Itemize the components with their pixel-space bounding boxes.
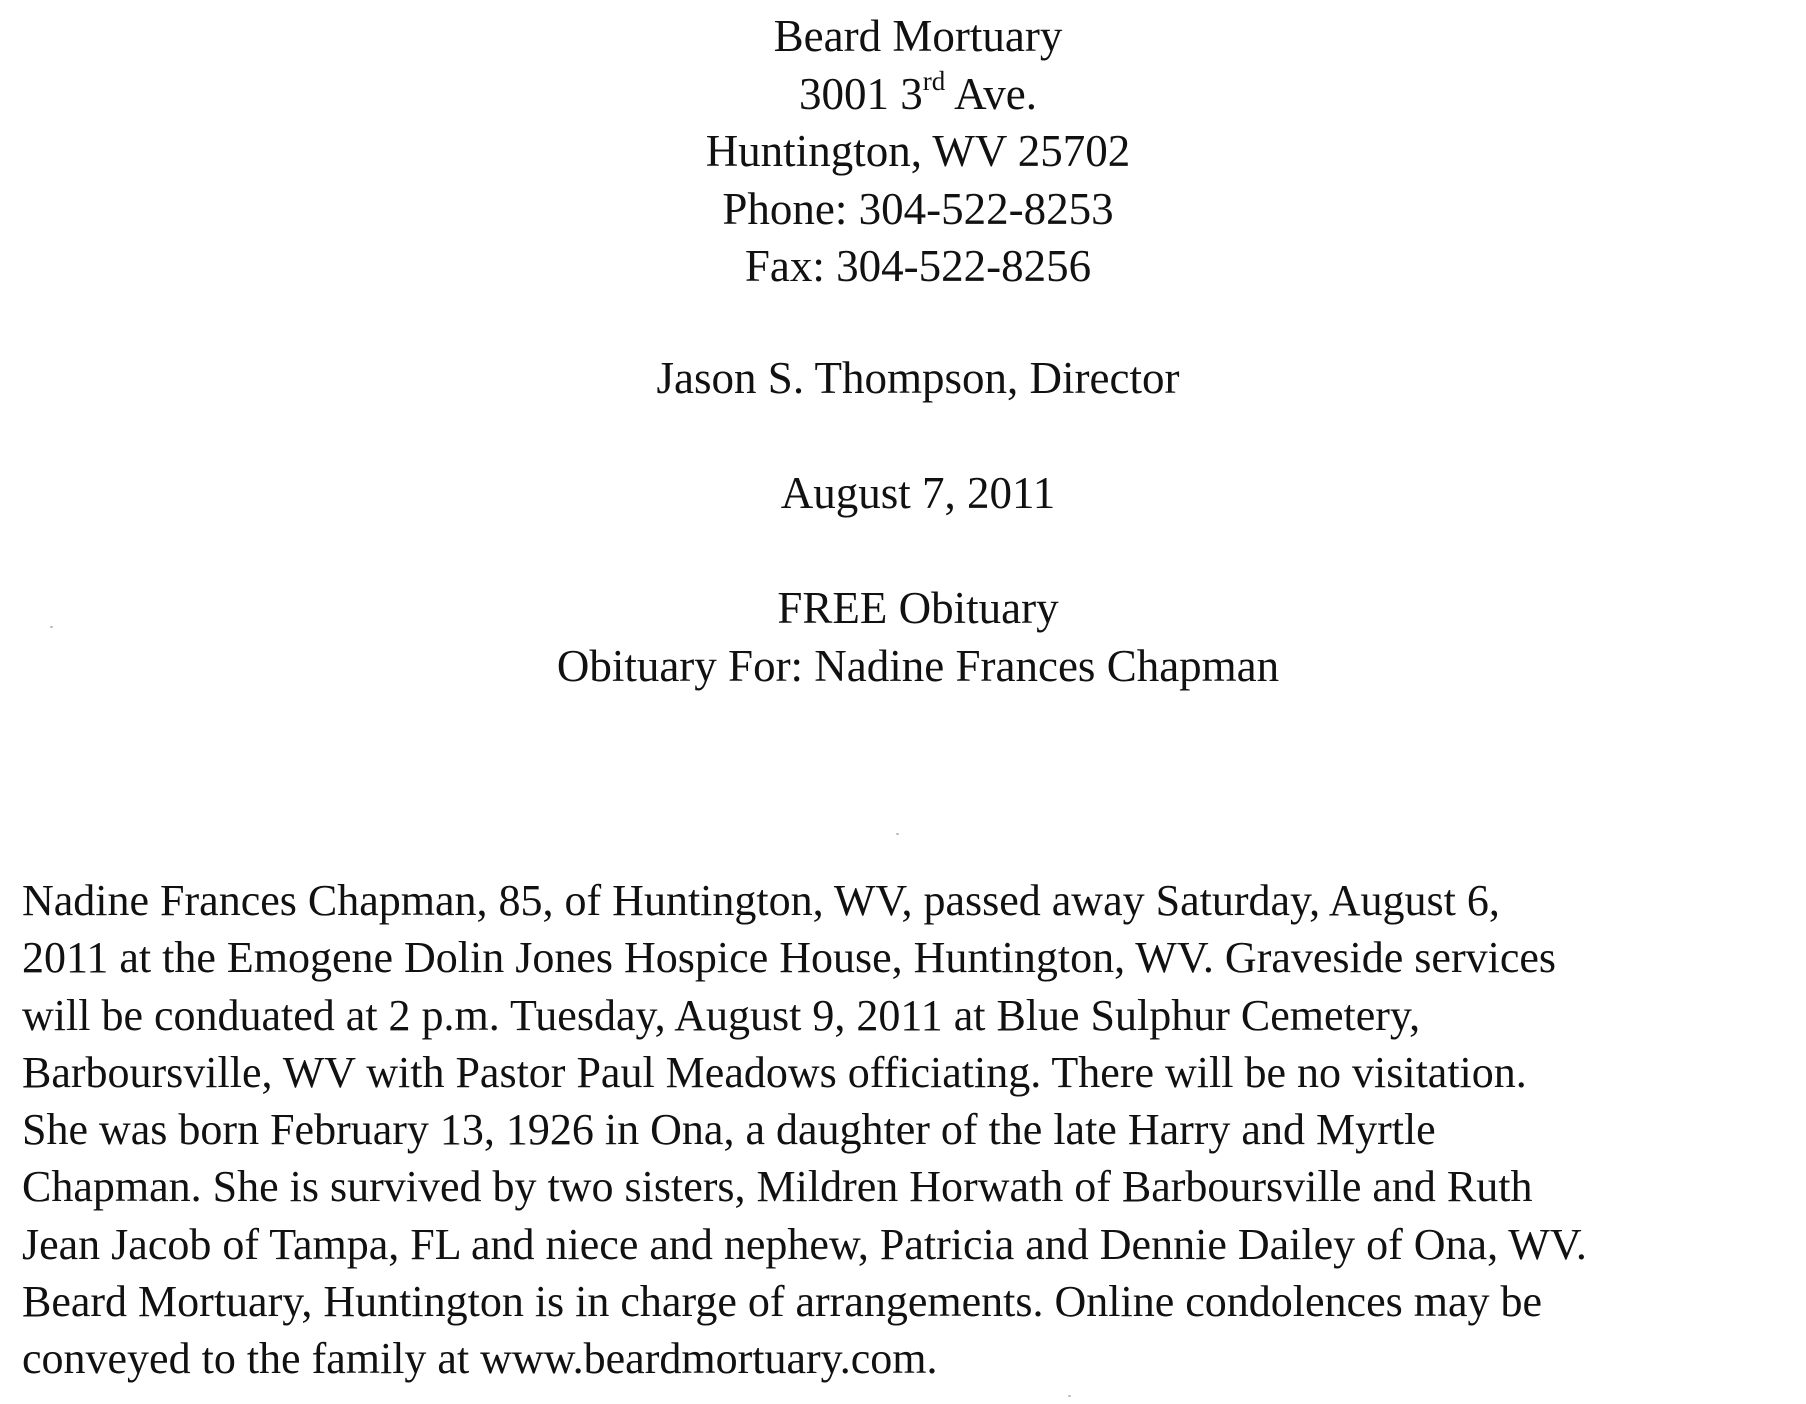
obituary-body <box>22 872 1806 1388</box>
fax-number: Fax: 304-522-8256 <box>744 241 1092 291</box>
body-line: She was born February 13, 1926 in Ona, a daughter of the late Harry and Myrtle <box>22 1105 1436 1155</box>
street-ordinal-suffix: rd <box>922 65 946 96</box>
director-name: Jason S. Thompson, Director <box>656 353 1180 403</box>
body-line: Jean Jacob of Tampa, FL and niece and nephew, Patricia and Dennie Dailey of Ona, WV. <box>22 1219 1587 1269</box>
city-state-zip: Huntington, WV 25702 <box>705 126 1131 176</box>
letterhead <box>0 8 1806 296</box>
body-line: Barboursville, WV with Pastor Paul Meadows officiating. There will be no visitation. <box>22 1047 1527 1097</box>
phone-number: Phone: 304-522-8253 <box>722 183 1114 234</box>
street-address <box>0 66 1806 124</box>
body-line: Nadine Frances Chapman, 85, of Huntington, WV, passed away Saturday, August 6, <box>22 876 1500 925</box>
body-line: Beard Mortuary, Huntington is in charge of arrangements. Online condolences may be <box>22 1277 1542 1327</box>
body-line: 2011 at the Emogene Dolin Jones Hospice House, Huntington, WV. Graveside services <box>22 933 1557 983</box>
street-name: Ave. <box>945 68 1037 119</box>
street-number: 3001 3 <box>799 68 923 119</box>
scan-speck <box>50 626 53 628</box>
scan-speck <box>1068 1395 1071 1397</box>
body-line: will be conduated at 2 p.m. Tuesday, August 9, 2011 at Blue Sulphur Cemetery, <box>22 990 1421 1040</box>
obituary-subject: Obituary For: Nadine Frances Chapman <box>556 640 1280 691</box>
document-date: August 7, 2011 <box>780 468 1056 518</box>
scan-speck <box>896 833 899 835</box>
body-line: Chapman. She is survived by two sisters, Mildren Horwath of Barboursville and Ruth <box>22 1162 1533 1212</box>
obituary-heading <box>0 580 1806 695</box>
mortuary-name: Beard Mortuary <box>773 11 1063 61</box>
body-line: conveyed to the family at www.beardmortuary.com. <box>22 1334 938 1384</box>
obituary-title: FREE Obituary <box>777 583 1059 633</box>
